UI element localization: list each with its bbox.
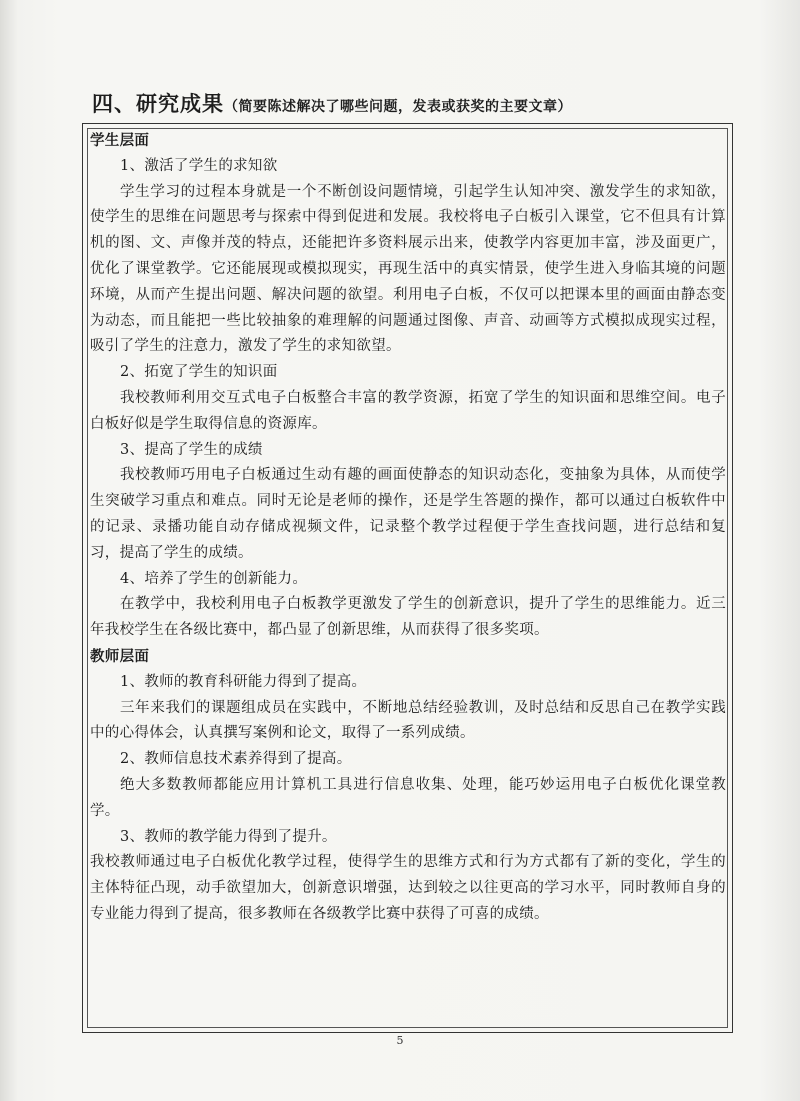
- paragraph: 在教学中，我校利用电子白板教学更激发了学生的创新意识，提升了学生的思维能力。近三年我校学生在各级比赛中，都凸显了创新思维，从而获得了很多奖项。: [90, 596, 726, 639]
- page-number: 5: [396, 1034, 404, 1047]
- item-title: 3、教师的教学能力得到了提升。: [120, 828, 337, 845]
- item-title: 2、拓宽了学生的知识面: [120, 364, 278, 381]
- section-title-student: 学生层面: [90, 132, 150, 149]
- heading-subtitle: （简要陈述解决了哪些问题，发表或获奖的主要文章）: [224, 99, 572, 115]
- paragraph: 我校教师利用交互式电子白板整合丰富的教学资源，拓宽了学生的知识面和思维空间。电子白板好似是学生取得信息的资源库。: [90, 389, 726, 432]
- paragraph: 三年来我们的课题组成员在实践中，不断地总结经验教训，及时总结和反思自己在教学实践中的心得体会，认真撰写案例和论文，取得了一系列成绩。: [90, 699, 726, 742]
- content-body: [90, 128, 726, 928]
- section-heading: [92, 88, 732, 118]
- paragraph: 学生学习的过程本身就是一个不断创设问题情境，引起学生认知冲突、激发学生的求知欲，使学生的思维在问题思考与探索中得到促进和发展。我校将电子白板引入课堂，它不但具有计算机的图、文、声像并茂的特点，还能把许多资料展示出来，使教学内容更加丰富，涉及面更广，优化了课堂教学。它还能展现或模拟现实，再现生活中的真实情景，使学生进入身临其境的问题环境，从而产生提出问题、解决问题的欲望。利用电子白板，不仅可以把课本里的画面由静态变为动态，而且能把一些比较抽象的难理解的问题通过图像、声音、动画等方式模拟成现实过程，吸引了学生的注意力，激发了学生的求知欲望。: [90, 183, 726, 355]
- paragraph: 我校教师巧用电子白板通过生动有趣的画面使静态的知识动态化，变抽象为具体，从而使学生突破学习重点和难点。同时无论是老师的操作，还是学生答题的操作，都可以通过白板软件中的记录、录播功能自动存储成视频文件，记录整个教学过程便于学生查找问题，进行总结和复习，提高了学生的成绩。: [90, 467, 726, 561]
- paragraph: 我校教师通过电子白板优化教学过程，使得学生的思维方式和行为方式都有了新的变化，学生的主体特征凸现，动手欲望加大，创新意识增强，达到较之以往更高的学习水平，同时教师自身的专业能力得到了提高，很多教师在各级教学比赛中获得了可喜的成绩。: [90, 854, 726, 922]
- section-title-teacher: 教师层面: [90, 647, 150, 665]
- heading-title: 四、研究成果: [92, 91, 224, 116]
- item-title: 3、提高了学生的成绩: [120, 441, 263, 458]
- item-title: 1、教师的教育科研能力得到了提高。: [120, 673, 367, 690]
- item-title: 2、教师信息技术素养得到了提高。: [120, 751, 352, 768]
- item-title: 4、培养了学生的创新能力。: [120, 570, 308, 587]
- paragraph: 绝大多数教师都能应用计算机工具进行信息收集、处理，能巧妙运用电子白板优化课堂教学。: [90, 776, 726, 819]
- item-title: 1、激活了学生的求知欲: [120, 157, 278, 174]
